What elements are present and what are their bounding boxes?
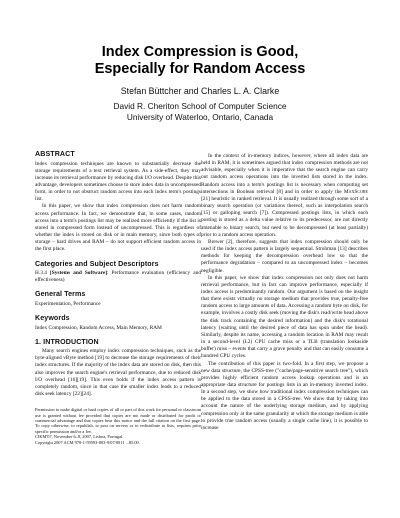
general-terms-text: Experimentation, Performance (35, 300, 101, 307)
general-terms-heading: General Terms (35, 290, 86, 299)
right-paragraph-3: In this paper, we show that index compression not only does not harm retrieval performance, but in fact can improve performance, especially if index access is predominantly random. Our argument is based on the insight that there exists virtually no storage medium that provides true, penalty-free random access to large amounts of data. Accessing a random byte on disk, for example, involves a costly disk seek (moving the disk's read/write head above the disk track containing the desired information) and the disk's rotational latency (waiting until the desired piece of data has spun under the head). Similarly, despite its name, accessing a random location in RAM may result in a second-level (L2) CPU cache miss or a TLB (translation lookaside buffer) miss – events that carry a grave penalty and that can easily consume a hundred CPU cycles. (201, 274, 368, 360)
copyright-notice (35, 405, 201, 445)
categories-heading: Categories and Subject Descriptors (35, 259, 159, 268)
copyright-line: Copyright 2007 ACM 978-1-59593-803-9/07/0011 ...$5.00. (35, 439, 140, 445)
abstract-paragraph-2: In this paper, we show that index compression does not harm random access performance. In fact, we demonstrate that, in some cases, random access into a term's postings list may be realized more efficiently if the list is stored in compressed form instead of uncompressed. This is regardless of whether the index is stored on disk or in main memory, since both types of storage – hard drives and RAM – do not support efficient random access in the first place. (35, 203, 201, 253)
introduction-heading: 1. INTRODUCTION (35, 337, 99, 346)
affiliation-line-1: David R. Cheriton School of Computer Science (113, 101, 287, 111)
keywords-heading: Keywords (35, 314, 70, 322)
paper-title (0, 44, 400, 78)
abstract-heading: ABSTRACT (35, 150, 75, 158)
right-paragraph-2: Brewer [2], therefore, suggests that index compression should only be used if the index access pattern is largely sequential. Strohman [13] describes methods for keeping the decompression overhead low so that the performance degradation – compared to an uncompressed index – becomes negligible. (201, 238, 368, 274)
keywords-text: Index Compression, Random Access, Main Memory, RAM (35, 324, 162, 331)
copyright-conference: CIKM'07, November 6–8, 2007, Lisboa, Portugal. (35, 434, 124, 440)
right-paragraph-4: The contribution of this paper is two-fold. In a first step, we propose a new data structure, the CPSS-tree ("cache/page-sensitive search tree"), which provides highly efficient random access lookup operations and is an appropriate data structure for postings lists in an in-memory inverted index. In a second step, we show how traditional index compression techniques can be applied to the data stored in a CPSS-tree. We show that by taking into account the nature of the underlying storage medium, and by applying compression only at the same granularity at which the storage medium is able to provide true random access (usually a single cache line), it is possible to increase (201, 360, 368, 431)
affiliation-line-2: University of Waterloo, Ontario, Canada (126, 112, 274, 122)
abstract-paragraph-1: Index compression techniques are known to substantially decrease the storage requirements of a text retrieval system. As a side-effect, they may increase its retrieval performance by reducing disk I/O overhead. Despite this advantage, developers sometimes choose to store index data in uncompressed form, in order to not obstruct random access into each index term's postings list. (35, 160, 201, 203)
introduction-paragraph-1: Many search engines employ index compression techniques, such as the byte-aligned vByte method [19] to decrease the storage requirements of their index structures. If the majority of the index data are stored on disk, then this also improves the search engine's retrieval performance, due to reduced disk I/O overhead [16][19]. This even holds if the index access pattern is completely random, since in that case the smaller index leads to a reduced disk seek latency [22][24]. (35, 348, 201, 398)
categories-code: H.3.4 (35, 270, 47, 277)
maxscore-term: MaxScore (343, 188, 368, 195)
copyright-permission: Permission to make digital or hard copies of all or part of this work for personal or classroom use is granted without fee provided that copies are not made or distributed for profit or commercial advantage and that copies bear this notice and the full citation on the first page. To copy otherwise, to republish, to post on servers or to redistribute to lists, requires prior specific permission and/or a fee. (35, 407, 201, 434)
author-block (0, 86, 400, 123)
title-line-2: Especially for Random Access (94, 61, 306, 77)
title-line-1: Index Compression is Good, (101, 44, 299, 60)
categories-bold: [Systems and Software] (49, 270, 107, 277)
categories-text (35, 270, 201, 284)
categories-rest: : Performance evaluation (efficiency and effectiveness) (35, 270, 201, 284)
right-paragraph-1 (201, 153, 368, 239)
right-paragraph-1-end: [21] heuristic in ranked retrieval. It is usually realized through some sort of a binary search operation (or variations thereof, such as interpolation search [15] or galloping search [7]). Compressed postings lists, in which each posting is stored as a delta value relative to its predecessor, are not directly amenable to binary search, but need to be decompressed (at least partially) prior to a random access operation. (201, 195, 368, 238)
left-column (35, 150, 201, 445)
right-paragraph-1-start: In the context of in-memory indices, however, where all index data are held in RAM, it is sometimes argued that index compression methods are not advisable, especially when it is imperative that the search engine can carry out random access operations into the inverted lists stored in the index. Random access into a term's postings list is necessary when computing set intersections in Boolean retrieval [8] and in order to apply the (201, 153, 368, 195)
right-column (201, 153, 368, 432)
author-names: Stefan Büttcher and Charles L. A. Clarke (120, 86, 280, 96)
